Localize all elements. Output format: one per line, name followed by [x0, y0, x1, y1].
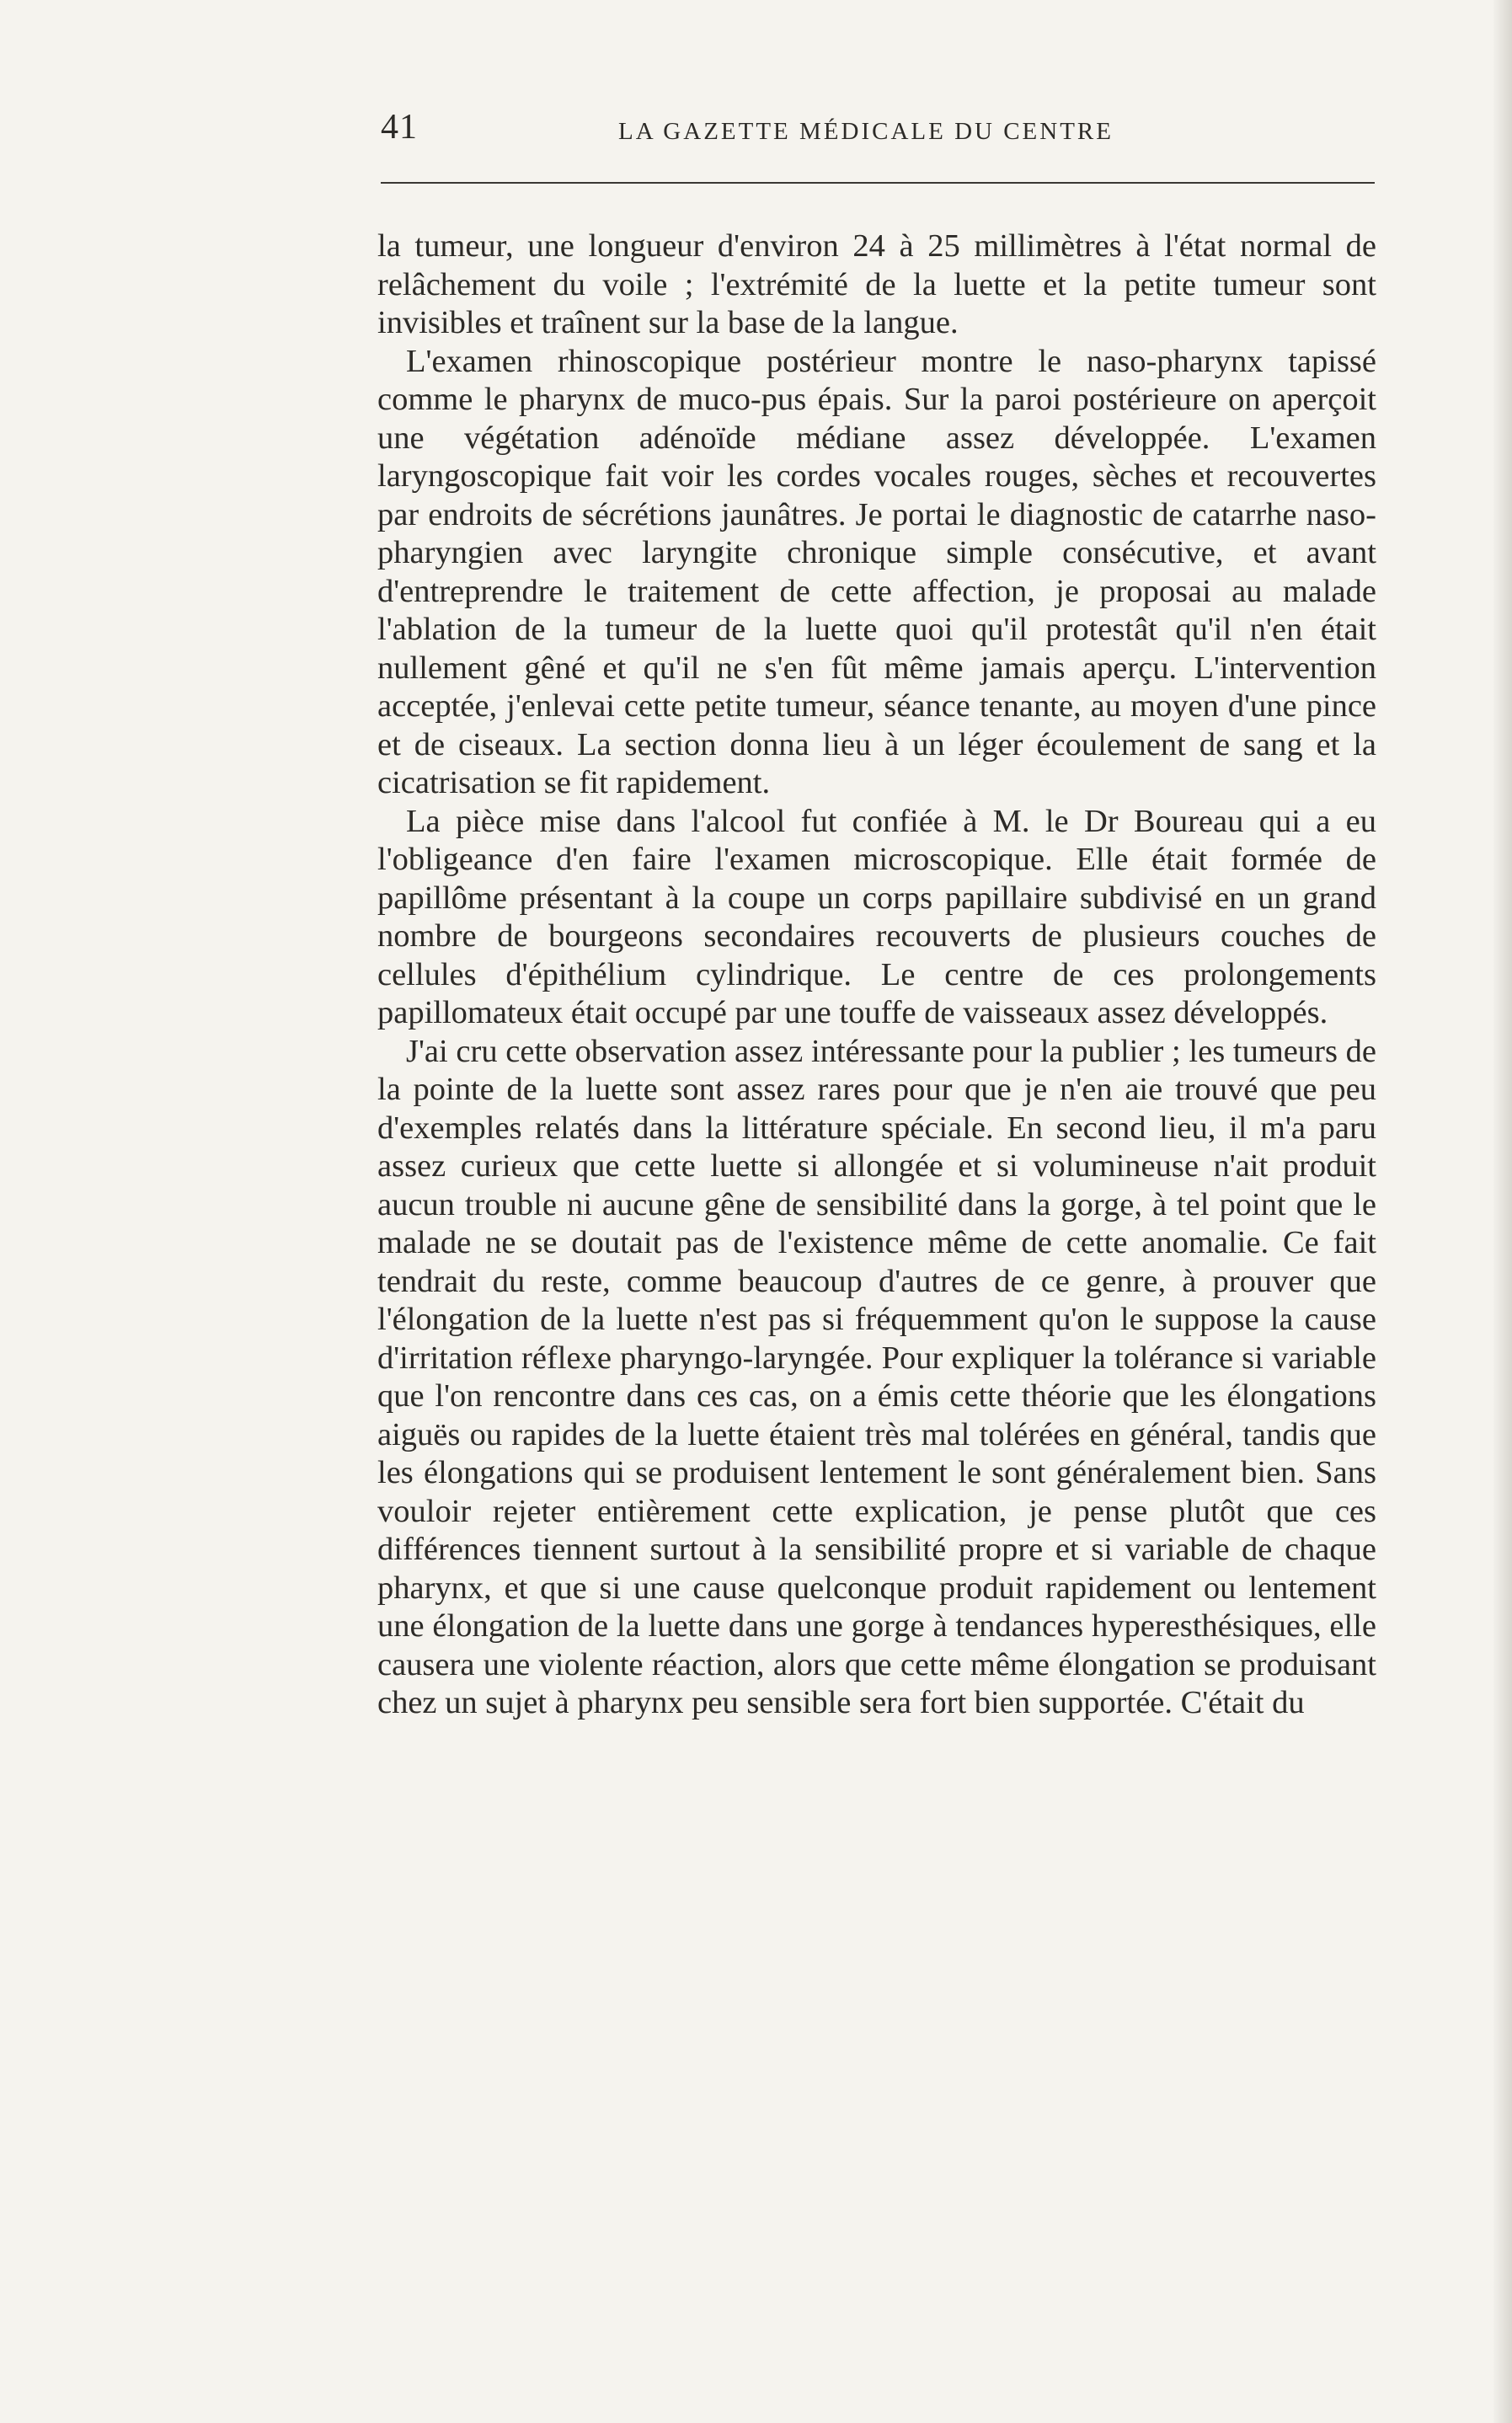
body-text: [377, 227, 1376, 1723]
paragraph: J'ai cru cette observation assez intéressante pour la publier ; les tumeurs de la pointe de la luette sont assez rares pour que je n'en aie trouvé que peu d'exemples relatés dans la littérature spéciale. En second lieu, il m'a paru assez curieux que cette luette si allongée et si volumineuse n'ait produit aucun trouble ni aucune gêne de sensibilité dans la gorge, à tel point que le malade ne se doutait pas de l'existence même de cette anomalie. Ce fait tendrait du reste, comme beaucoup d'autres de ce genre, à prouver que l'élongation de la luette n'est pas si fréquemment qu'on le suppose la cause d'irritation réflexe pharyngo-laryngée. Pour expliquer la tolérance si variable que l'on rencontre dans ces cas, on a émis cette théorie que les élongations aiguës ou rapides de la luette étaient très mal tolérées en général, tandis que les élongations qui se produisent lentement le sont généralement bien. Sans vouloir rejeter entièrement cette explication, je pense plutôt que ces différences tiennent surtout à la sensibilité propre et si variable de chaque pharynx, et que si une cause quelconque produit rapidement ou lentement une élongation de la luette dans une gorge à tendances hyperesthésiques, elle causera une violente réaction, alors que cette même élongation se produisant chez un sujet à pharynx peu sensible sera fort bien supportée. C'était du: [377, 1033, 1376, 1720]
page-header: [381, 106, 1375, 157]
page-edge-shadow: [1493, 0, 1512, 2423]
running-title: LA GAZETTE MÉDICALE DU CENTRE: [618, 118, 1114, 145]
paragraph: L'examen rhinoscopique postérieur montre le naso-pharynx tapissé comme le pharynx de muco-pus épais. Sur la paroi postérieure on aperçoit une végétation adénoïde médiane assez développée. L'examen laryngoscopique fait voir les cordes vocales rouges, sèches et recouvertes par endroits de sécrétions jaunâtres. Je portai le diagnostic de catarrhe naso-pharyngien avec laryngite chronique simple consécutive, et avant d'entreprendre le traitement de cette affection, je proposai au malade l'ablation de la tumeur de la luette quoi qu'il protestât qu'il n'en était nullement gêné et qu'il ne s'en fût même jamais aperçu. L'intervention acceptée, j'enlevai cette petite tumeur, séance tenante, au moyen d'une pince et de ciseaux. La section donna lieu à un léger écoulement de sang et la cicatrisation se fit rapidement.: [377, 343, 1376, 800]
page-number: 41: [381, 108, 418, 147]
paragraph: La pièce mise dans l'alcool fut confiée à M. le Dr Boureau qui a eu l'obligeance d'en faire l'examen microscopique. Elle était formée de papillôme présentant à la coupe un corps papillaire subdivisé en un grand nombre de bourgeons secondaires recouverts de plusieurs couches de cellules d'épithélium cylindrique. Le centre de ces prolongements papillomateux était occupé par une touffe de vaisseaux assez développés.: [377, 803, 1376, 1030]
paragraph: la tumeur, une longueur d'environ 24 à 25 millimètres à l'état normal de relâchement du voile ; l'extrémité de la luette et la petite tumeur sont invisibles et traînent sur la base de la langue.: [377, 228, 1376, 340]
header-rule: [381, 182, 1375, 184]
